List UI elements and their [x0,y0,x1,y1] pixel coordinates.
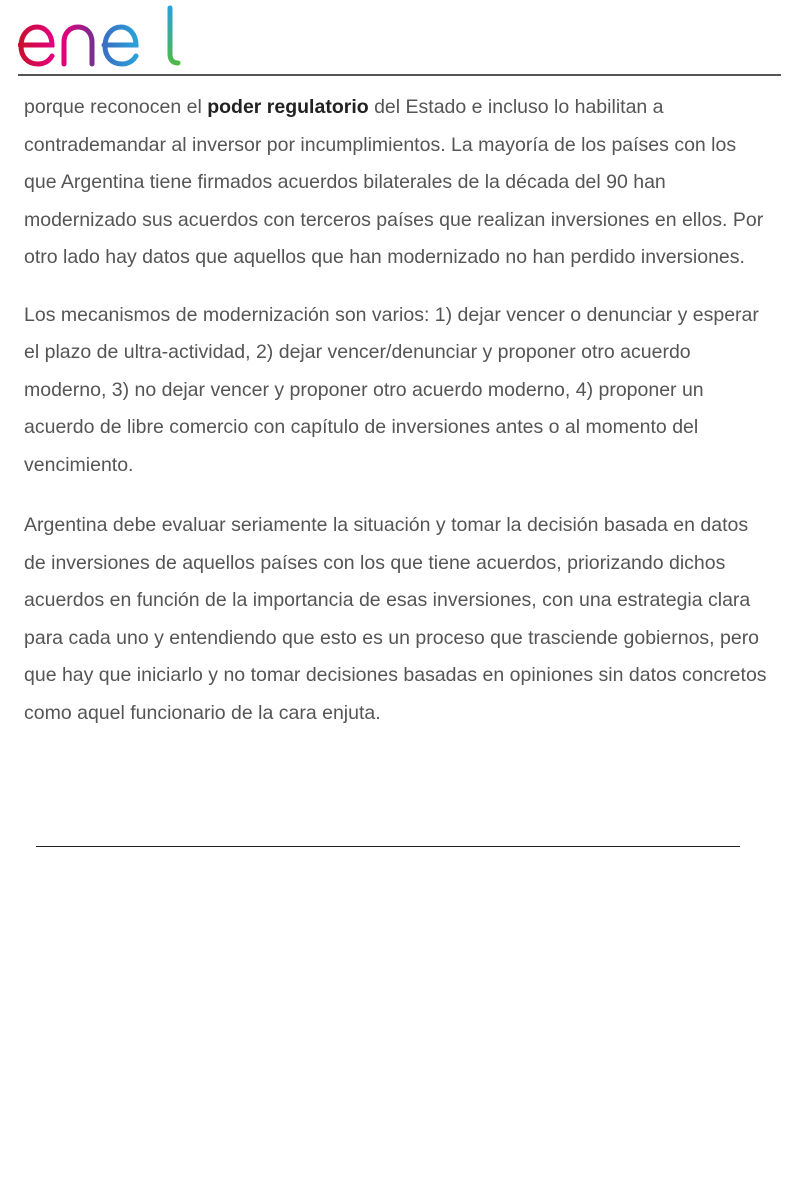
p1-text-end: del Estado e incluso lo habilitan a contrademandar al inversor por incumplimientos. La mayoría de los países con los que Argentina tiene firmados acuerdos bilaterales de la década del 90 han modernizado sus acuerdos con terceros países que realizan inversiones en ellos. Por otro lado hay datos que aquellos que han modernizado no han perdido inversiones. [24,96,764,268]
p1-text-start: porque reconocen el [24,96,208,118]
article-paragraph-1 [24,89,774,277]
article-paragraph-3: Argentina debe evaluar seriamente la situación y tomar la decisión basada en datos de inversiones de aquellos países con los que tiene acuerdos, priorizando dichos acuerdos en función de la importancia de esas inversiones, con una estrategia clara para cada uno y entendiendo que esto es un proceso que trasciende gobiernos, pero que hay que iniciarlo y no tomar decisiones basadas en opiniones sin datos concretos como aquel funcionario de la cara enjuta. [24,514,767,724]
content-divider [36,846,740,847]
page-header [18,0,781,76]
enel-logo[interactable] [18,4,188,68]
p1-bold-phrase: poder regulatorio [207,96,369,118]
enel-logo-graphic [18,4,188,68]
article-body [24,89,774,732]
article-paragraph-2: Los mecanismos de modernización son varios: 1) dejar vencer o denunciar y esperar el plazo de ultra-actividad, 2) dejar vencer/denunciar y proponer otro acuerdo moderno, 3) no dejar vencer y proponer otro acuerdo moderno, 4) proponer un acuerdo de libre comercio con capítulo de inversiones antes o al momento del vencimiento. [24,303,759,476]
